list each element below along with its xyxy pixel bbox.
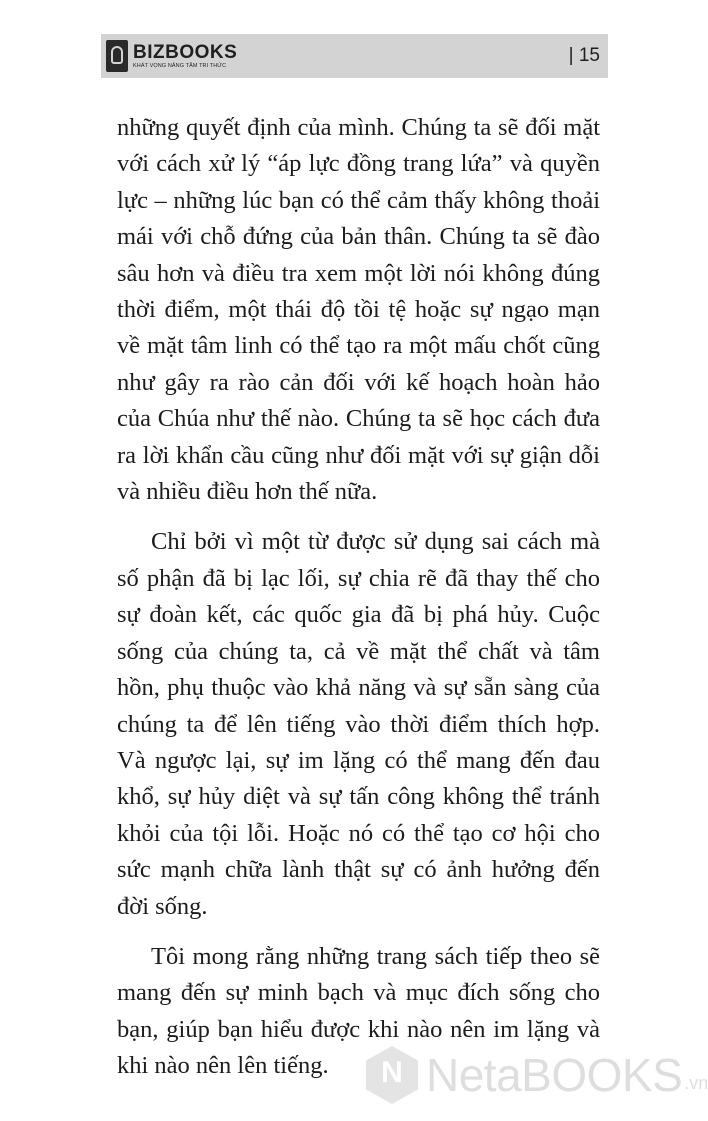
bizbooks-logo-icon	[106, 40, 128, 72]
paragraph-1: những quyết định của mình. Chúng ta sẽ đối mặt với cách xử lý “áp lực đồng trang lứa” và quyền lực – những lúc bạn có thể cảm thấy không thoải mái với chỗ đứng của bản thân. Chúng ta sẽ đào sâu hơn và điều tra xem một lời nói không đúng thời điểm, một thái độ tồi tệ hoặc sự ngạo mạn về mặt tâm linh có thể tạo ra một mấu chốt cũng như gây ra rào cản đối với kế hoạch hoàn hảo của Chúa như thế nào. Chúng ta sẽ học cách đưa ra lời khẩn cầu cũng như đối mặt với sự giận dỗi và nhiều điều hơn thế nữa.	[117, 114, 600, 506]
logo-tagline: KHÁT VỌNG NÂNG TẦM TRI THỨC	[133, 62, 227, 69]
watermark-name: NetaBOOKS	[426, 1049, 683, 1101]
paragraph-3: Tôi mong rằng những trang sách tiếp theo sẽ mang đến sự minh bạch và mục đích sống cho bạn, giúp bạn hiểu được khi nào nên im lặng và khi nào nên lên tiếng.	[117, 942, 600, 1080]
paragraph-2: Chỉ bởi vì một từ được sử dụng sai cách mà số phận đã bị lạc lối, sự chia rẽ đã thay thế cho sự đoàn kết, các quốc gia đã bị phá hủy. Cuộc sống của chúng ta, cả về mặt thể chất và tâm hồn, phụ thuộc vào khả năng và sự sẵn sàng của chúng ta để lên tiếng vào thời điểm thích hợp. Và ngược lại, sự im lặng có thể mang đến đau khổ, sự hủy diệt và sự tấn công không thể tránh khỏi của tội lỗi. Hoặc nó có thể tạo cơ hội cho sức mạnh chữa lành thật sự có ảnh hưởng đến đời sống.	[117, 528, 600, 920]
watermark-suffix: .vn	[684, 1072, 708, 1093]
page-body	[117, 110, 600, 1099]
watermark	[366, 1030, 708, 1120]
page-number: | 15	[568, 45, 600, 66]
netabooks-logo-icon	[366, 1046, 418, 1104]
logo-name: BIZBOOKS	[133, 41, 238, 63]
publisher-logo	[106, 37, 237, 75]
